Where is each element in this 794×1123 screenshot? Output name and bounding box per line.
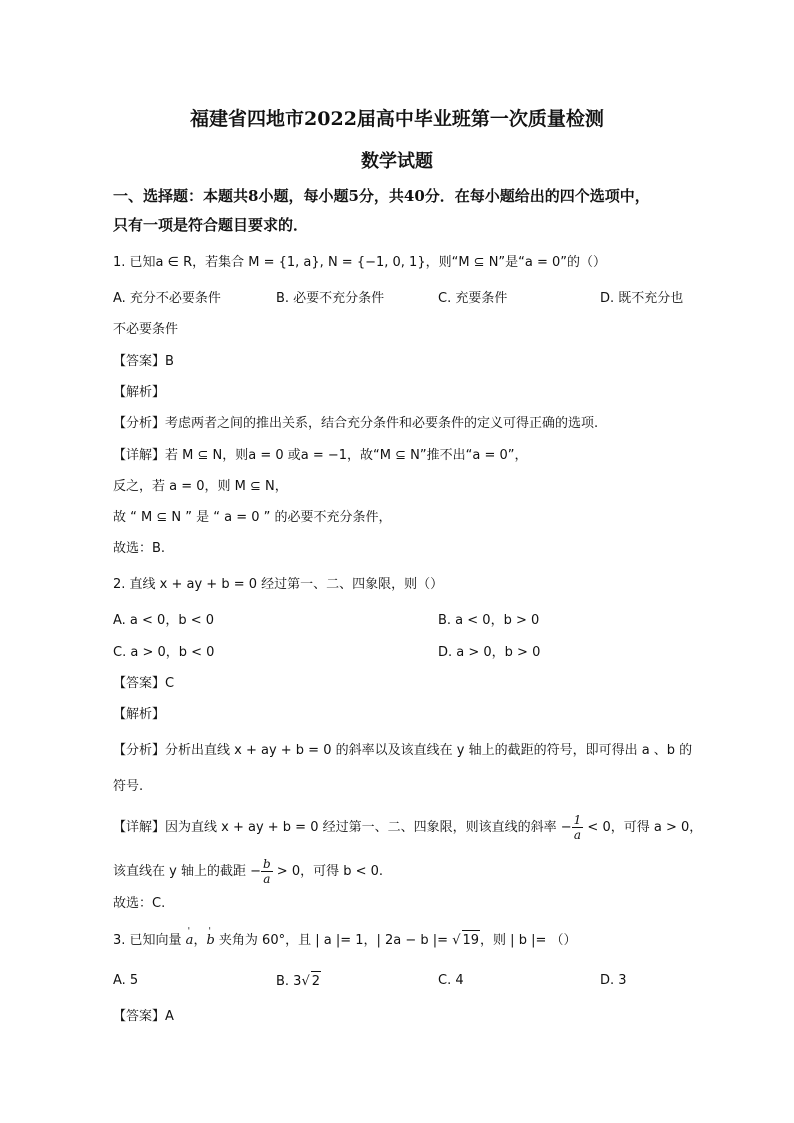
q2-detail1-text-a: 【详解】因为直线 x + ay + b = 0 经过第一、二、四象限，则该直线的斜率 − [113, 820, 572, 835]
q3-answer: 【答案】A [113, 1009, 174, 1024]
q2-detail-line2 [113, 857, 383, 886]
q2-answer: 【答案】C [113, 676, 175, 691]
q3-stem-text-a: 3. 已知向量 [113, 933, 186, 948]
fraction-numerator: b [262, 857, 271, 871]
q1-option-d: D. 既不充分也 [600, 291, 684, 306]
q3-stem-text-b: 夹角为 60°，且 | a |= 1，| 2a − b |= [214, 933, 453, 948]
q2-option-d: D. a > 0，b > 0 [438, 645, 541, 660]
fraction-denominator: a [263, 872, 271, 886]
q2-detail-line1 [113, 813, 702, 842]
q2-analysis-line1: 【分析】分析出直线 x + ay + b = 0 的斜率以及该直线在 y 轴上的截距的符号，即可得出 a 、b 的 [113, 743, 693, 758]
q3-option-b [276, 971, 321, 992]
sqrt-icon: √ [452, 933, 461, 948]
vector-a: ' a [186, 931, 194, 951]
q2-jiexi-label: 【解析】 [113, 707, 166, 722]
q1-choice: 故选：B. [113, 541, 166, 556]
q2-detail1-text-b: < 0，可得 a > 0， [583, 820, 703, 835]
slope-fraction [572, 813, 584, 842]
sqrt-icon: √ [301, 974, 310, 989]
q1-option-a: A. 充分不必要条件 [113, 291, 221, 306]
q2-detail2-text-a: 该直线在 y 轴上的截距 − [113, 864, 261, 879]
q1-option-d-continued: 不必要条件 [113, 322, 179, 337]
section-heading-line2: 只有一项是符合题目要求的． [113, 216, 309, 234]
vector-b: ' b [206, 931, 214, 951]
exam-title: 福建省四地市2022届高中毕业班第一次质量检测 [190, 108, 604, 130]
q1-detail-line3: 故 “ M ⊆ N ” 是 “ a = 0 ” 的必要不充分条件， [113, 510, 392, 525]
q1-stem: 1. 已知a ∈ R，若集合 M = {1, a}, N = {−1, 0, 1}，则“M ⊆ N”是“a = 0”的（） [113, 255, 607, 270]
q1-detail-line1: 【详解】若 M ⊆ N，则a = 0 或a = −1，故“M ⊆ N”推不出“a = 0”， [113, 448, 528, 463]
fraction-denominator: a [573, 828, 582, 842]
q3-option-c: C. 4 [438, 973, 464, 988]
q3-stem-text-c: ，则 | b |= （） [480, 933, 577, 948]
q2-detail2-text-b: > 0，可得 b < 0. [272, 864, 384, 879]
q3-option-a: A. 5 [113, 973, 139, 988]
sqrt-radicand: 2 [311, 971, 321, 992]
q2-option-b: B. a < 0，b > 0 [438, 613, 540, 628]
sqrt-radicand: 19 [462, 930, 481, 951]
q2-choice: 故选：C. [113, 896, 166, 911]
exam-subtitle: 数学试题 [361, 151, 433, 172]
q1-jiexi-label: 【解析】 [113, 385, 166, 400]
intercept-fraction [261, 857, 273, 886]
q1-analysis: 【分析】考虑两者之间的推出关系，结合充分条件和必要条件的定义可得正确的选项. [113, 416, 599, 431]
q1-detail-line2: 反之，若 a = 0，则 M ⊆ N， [113, 479, 288, 494]
q2-option-a: A. a < 0，b < 0 [113, 613, 215, 628]
q1-option-b: B. 必要不充分条件 [276, 291, 385, 306]
q3-option-b-text: B. 3 [276, 974, 302, 989]
q1-answer: 【答案】B [113, 354, 174, 369]
q2-analysis-line2: 符号. [113, 779, 144, 794]
q3-stem [113, 930, 576, 951]
q1-option-c: C. 充要条件 [438, 291, 508, 306]
fraction-numerator: 1 [573, 813, 582, 827]
q3-stem-sep: ， [193, 933, 207, 948]
q2-stem: 2. 直线 x + ay + b = 0 经过第一、二、四象限，则（） [113, 577, 444, 592]
section-heading-line1: 一、选择题：本题共8小题，每小题5分，共40分．在每小题给出的四个选项中， [113, 187, 650, 205]
q2-option-c: C. a > 0，b < 0 [113, 645, 215, 660]
q3-option-d: D. 3 [600, 973, 627, 988]
